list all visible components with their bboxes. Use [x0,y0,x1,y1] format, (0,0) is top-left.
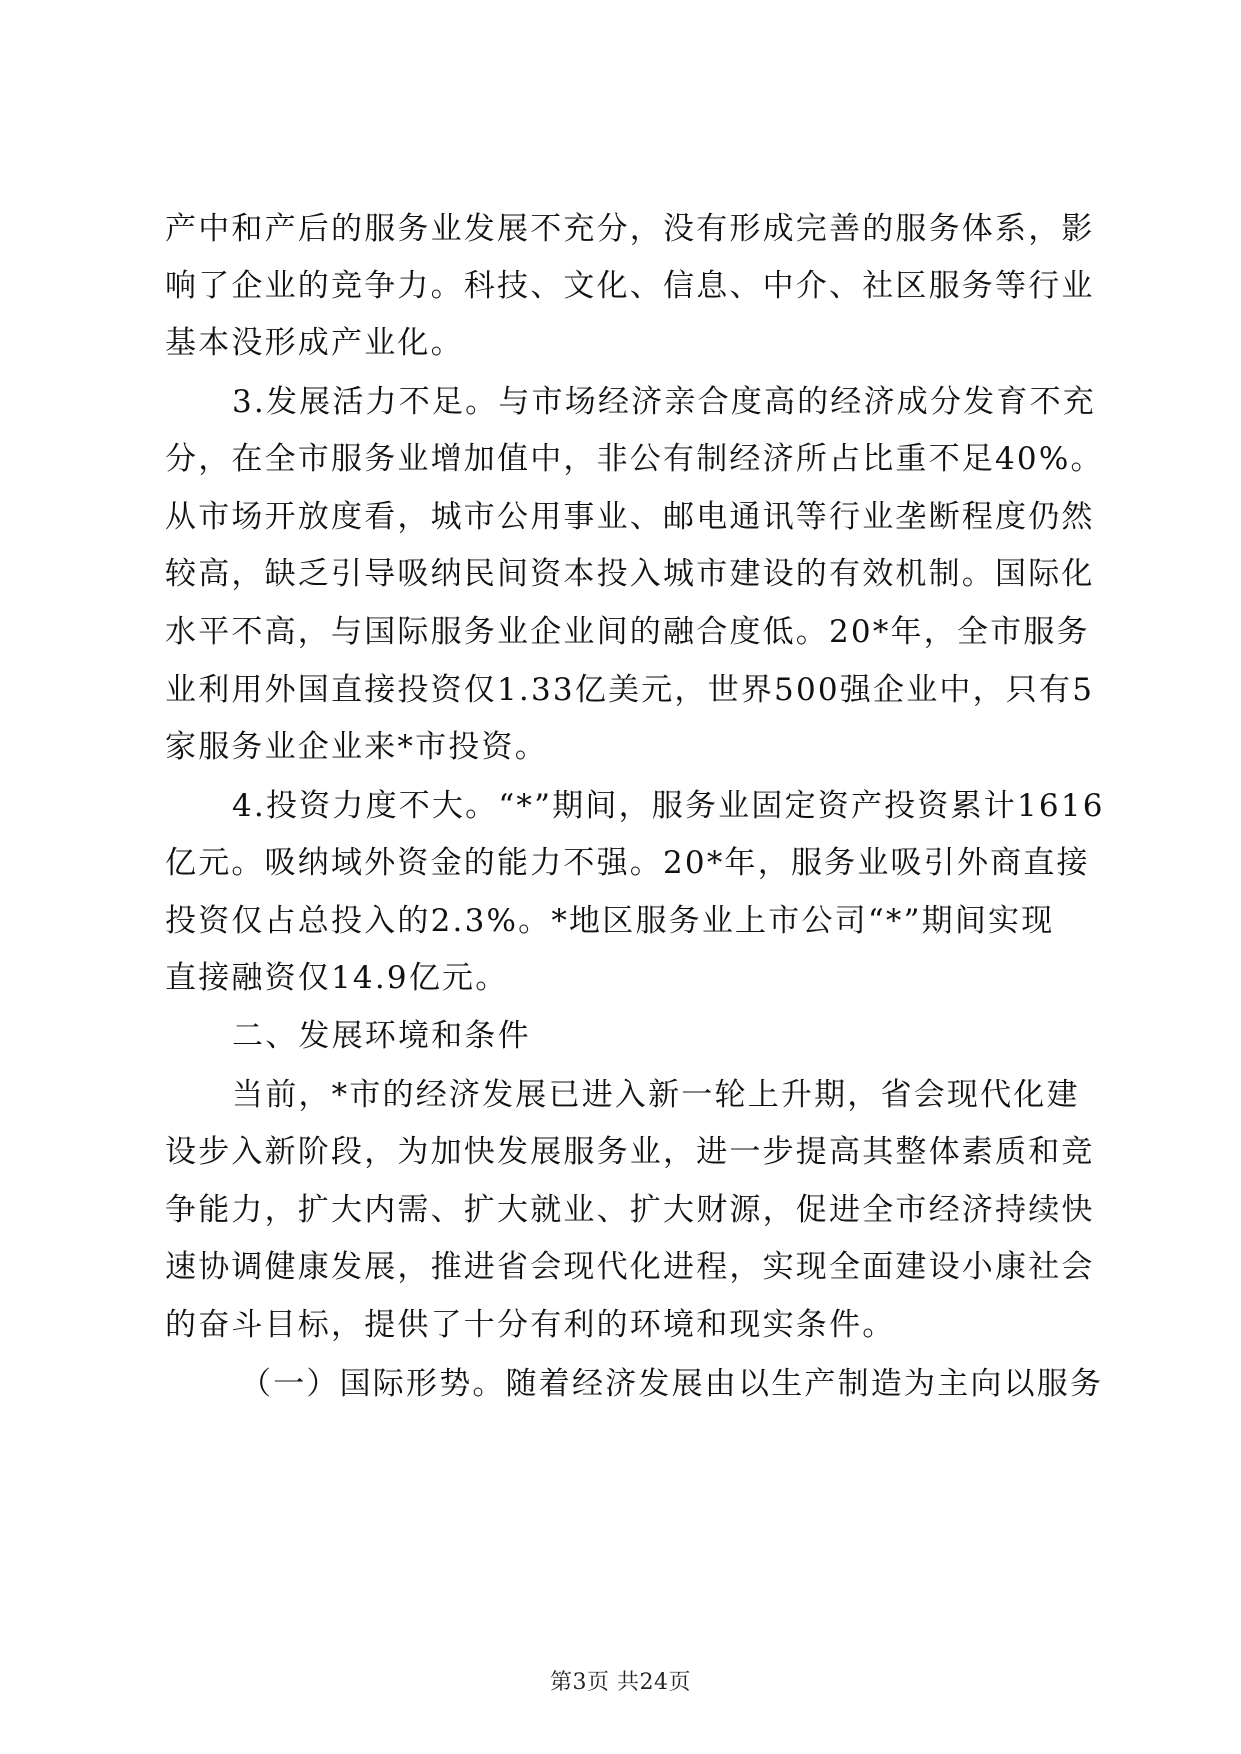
paragraph-line: 3.发展活力不足。与市场经济亲合度高的经济成分发育不充 [232,384,1096,420]
paragraph-line: 速协调健康发展，推进省会现代化进程，实现全面建设小康社会 [165,1249,1095,1285]
paragraph-line: 较高，缺乏引导吸纳民间资本投入城市建设的有效机制。国际化 [165,556,1095,592]
paragraph-line: 4.投资力度不大。“*”期间，服务业固定资产投资累计1616 [232,788,1105,824]
section-heading: 二、发展环境和条件 [232,1018,531,1054]
paragraph-line: 设步入新阶段，为加快发展服务业，进一步提高其整体素质和竞 [165,1134,1095,1170]
paragraph-line: 争能力，扩大内需、扩大就业、扩大财源，促进全市经济持续快 [165,1192,1095,1228]
paragraph-line: 当前，*市的经济发展已进入新一轮上升期，省会现代化建 [232,1077,1080,1113]
paragraph-line: 响了企业的竞争力。科技、文化、信息、中介、社区服务等行业 [165,268,1095,304]
paragraph-line: 从市场开放度看，城市公用事业、邮电通讯等行业垄断程度仍然 [165,499,1095,535]
page-number: 第3页 共24页 [550,1670,691,1695]
paragraph-line: 基本没形成产业化。 [165,325,464,361]
paragraph-line: （一）国际形势。随着经济发展由以生产制造为主向以服务 [240,1366,1104,1402]
paragraph-line: 分，在全市服务业增加值中，非公有制经济所占比重不足40%。 [165,441,1104,477]
paragraph-line: 亿元。吸纳域外资金的能力不强。20*年，服务业吸引外商直接 [165,845,1090,881]
paragraph-line: 直接融资仅14.9亿元。 [165,960,509,996]
paragraph-line: 的奋斗目标，提供了十分有利的环境和现实条件。 [165,1307,896,1343]
paragraph-line: 产中和产后的服务业发展不充分，没有形成完善的服务体系，影 [165,211,1095,247]
paragraph-line: 投资仅占总投入的2.3%。*地区服务业上市公司“*”期间实现 [165,903,1055,939]
paragraph-line: 业利用外国直接投资仅1.33亿美元，世界500强企业中，只有5 [165,672,1095,708]
paragraph-line: 水平不高，与国际服务业企业间的融合度低。20*年，全市服务 [165,614,1090,650]
paragraph-line: 家服务业企业来*市投资。 [165,729,548,765]
